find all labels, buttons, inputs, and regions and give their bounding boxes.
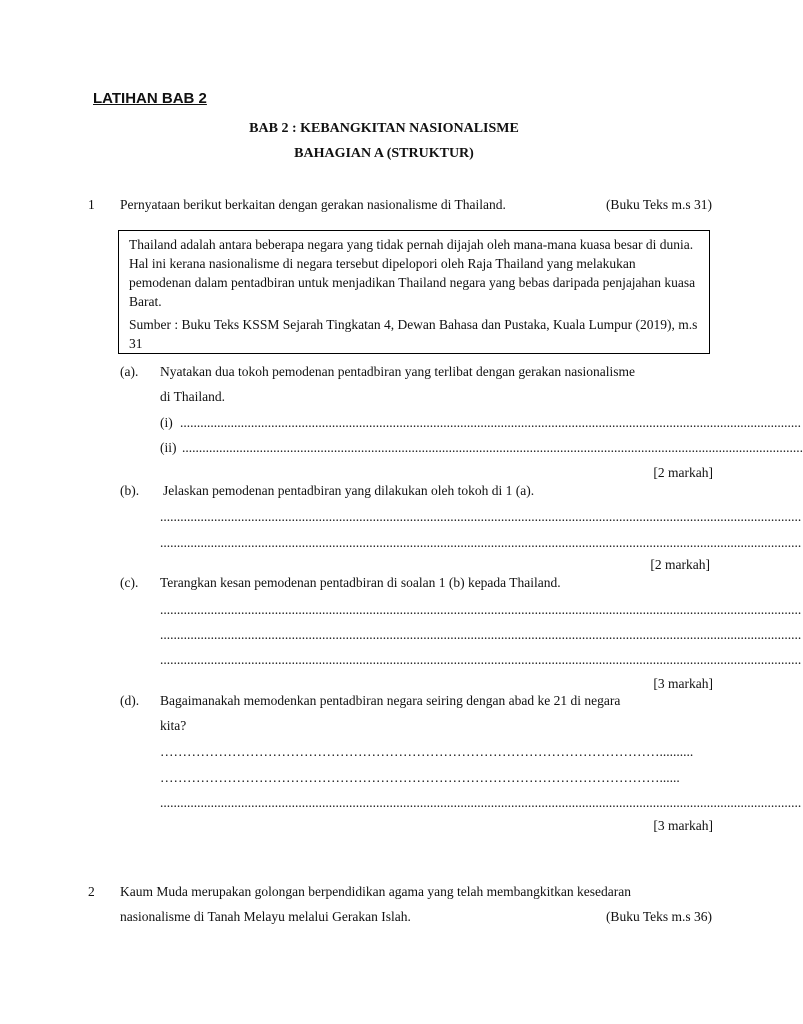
- part-b-marks: [2 markah]: [650, 557, 710, 572]
- answer-line[interactable]: …………………………………………………………………………………………………..........: [160, 744, 694, 759]
- part-b-label: (b).: [120, 483, 140, 498]
- answer-line[interactable]: ..............................................................................................................................................................................................: [160, 509, 802, 524]
- part-a-label: (a).: [120, 364, 139, 379]
- exercise-title: LATIHAN BAB 2: [93, 90, 207, 107]
- question-2-line2: nasionalisme di Tanah Melayu melalui Gerakan Islah.: [120, 909, 411, 924]
- answer-line[interactable]: ........................................................................................................................................................................................: [182, 440, 803, 455]
- part-b-question: Jelaskan pemodenan pentadbiran yang dilakukan oleh tokoh di 1 (a).: [163, 483, 535, 498]
- answer-line[interactable]: ........................................................................................................................................................................................: [180, 415, 801, 430]
- answer-line[interactable]: ..............................................................................................................................................................................................: [160, 602, 802, 617]
- source-text: Thailand adalah antara beberapa negara yang tidak pernah dijajah oleh mana-mana kuasa besar di dunia. Hal ini kerana nasionalisme di negara tersebut dipelopori oleh Raja Thailand yang melakukan pemodenan dalam pentadbiran untuk menjadikan Thailand negara yang bebas daripada penjajahan kuasa Barat.: [129, 237, 696, 309]
- source-citation: Sumber : Buku Teks KSSM Sejarah Tingkatan 4, Dewan Bahasa dan Pustaka, Kuala Lumpur (2019), m.s 31: [129, 317, 698, 351]
- source-box: [118, 230, 710, 354]
- answer-line[interactable]: ..............................................................................................................................................................................................: [160, 795, 802, 810]
- answer-line[interactable]: ..............................................................................................................................................................................................: [160, 652, 802, 667]
- answer-line[interactable]: ..............................................................................................................................................................................................: [160, 535, 802, 550]
- part-a-question-line2: di Thailand.: [160, 389, 225, 404]
- answer-line[interactable]: …………………………………………………………………………………………………......: [160, 770, 680, 785]
- question-1-reference: (Buku Teks m.s 31): [605, 197, 712, 212]
- answer-line[interactable]: ..............................................................................................................................................................................................: [160, 627, 802, 642]
- part-a-sub-i-label: (i): [160, 415, 173, 430]
- question-1-statement: Pernyataan berikut berkaitan dengan gerakan nasionalisme di Thailand.: [120, 197, 506, 212]
- part-d-marks: [3 markah]: [653, 818, 713, 833]
- part-a-question-line1: Nyatakan dua tokoh pemodenan pentadbiran yang terlibat dengan gerakan nasionalisme: [160, 364, 635, 379]
- part-a-marks: [2 markah]: [653, 465, 713, 480]
- question-2-number: 2: [88, 884, 95, 899]
- part-d-question-line1: Bagaimanakah memodenkan pentadbiran negara seiring dengan abad ke 21 di negara: [160, 693, 621, 708]
- section-title: BAHAGIAN A (STRUKTUR): [294, 146, 474, 161]
- question-2-reference: (Buku Teks m.s 36): [605, 909, 712, 924]
- question-2-line1: Kaum Muda merupakan golongan berpendidikan agama yang telah membangkitkan kesedaran: [120, 884, 631, 899]
- part-d-label: (d).: [120, 693, 140, 708]
- part-d-question-line2: kita?: [160, 718, 187, 733]
- part-a-sub-ii-label: (ii): [160, 440, 177, 455]
- part-c-label: (c).: [120, 575, 139, 590]
- part-c-marks: [3 markah]: [653, 676, 713, 691]
- question-1-number: 1: [88, 197, 95, 212]
- chapter-title: BAB 2 : KEBANGKITAN NASIONALISME: [249, 121, 519, 136]
- part-c-question: Terangkan kesan pemodenan pentadbiran di soalan 1 (b) kepada Thailand.: [160, 575, 561, 590]
